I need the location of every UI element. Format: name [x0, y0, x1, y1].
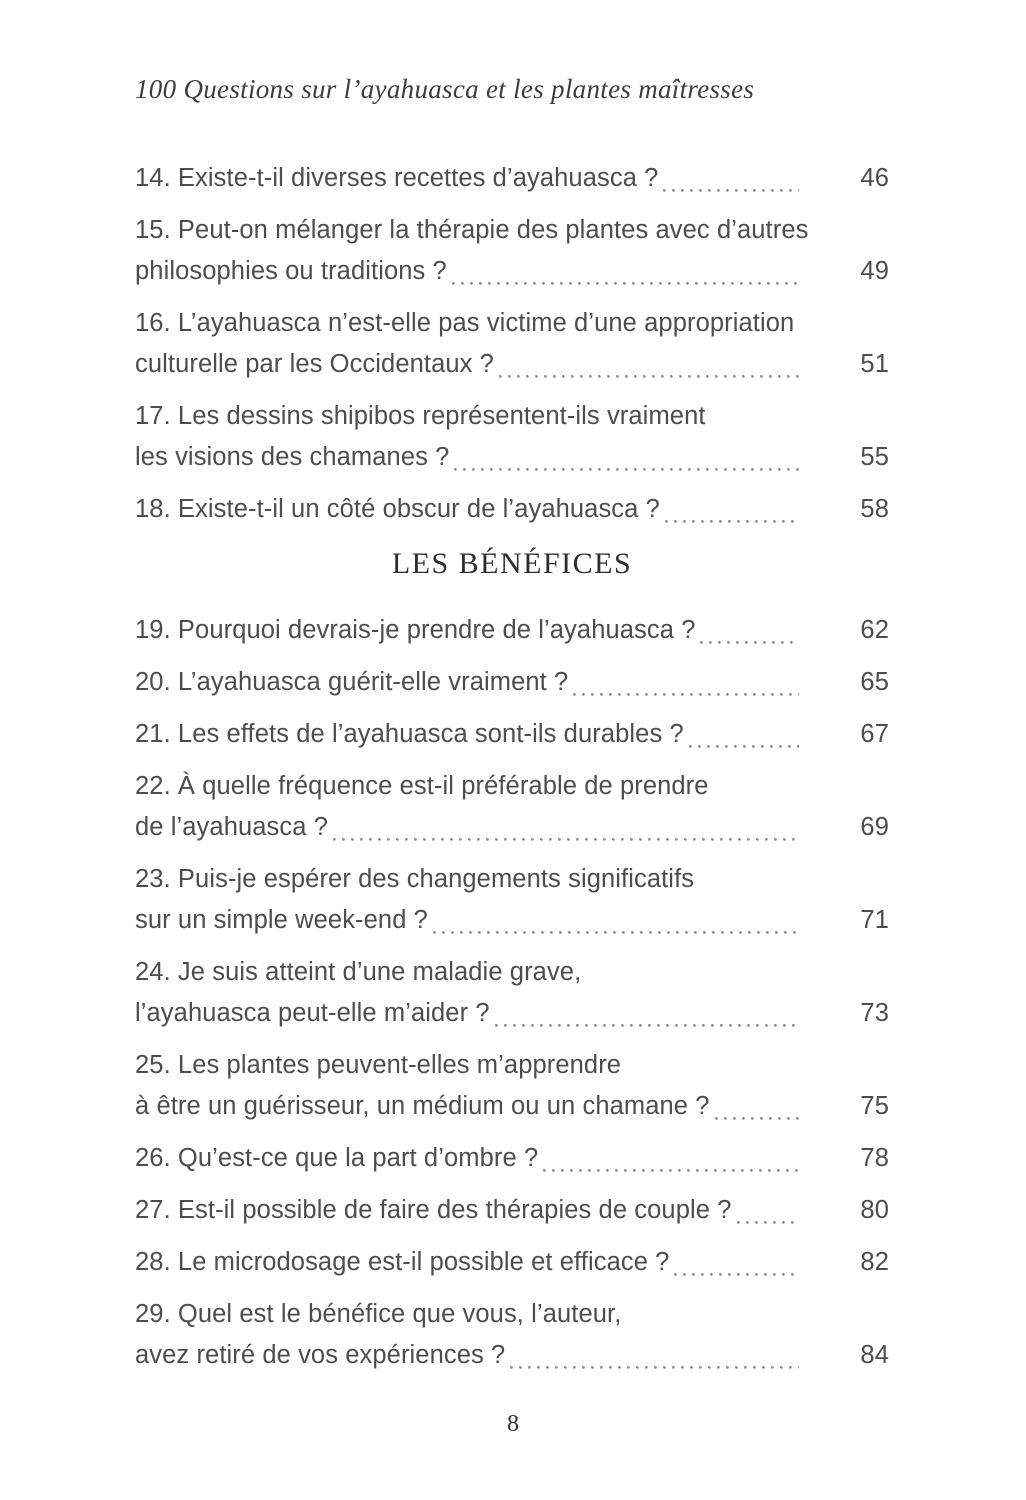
toc-entry-page-number: 80 — [860, 1196, 889, 1224]
dot-leader — [452, 282, 799, 285]
toc-entry-title: 23. Puis-je espérer des changements significatifs — [135, 865, 695, 893]
toc-entry — [135, 610, 889, 651]
toc-entry-line — [135, 1045, 889, 1086]
toc-entry-title: 22. À quelle fréquence est-il préférable de prendre — [135, 772, 709, 800]
toc-entry-page-number: 49 — [860, 257, 889, 285]
toc-entry-title: philosophies ou traditions ? — [135, 257, 447, 285]
toc-entry-page-number: 46 — [860, 164, 889, 192]
toc-entry-last-line — [135, 807, 889, 848]
toc-entry-title: 15. Peut-on mélanger la thérapie des plantes avec d’autres — [135, 216, 809, 244]
page-number: 8 — [507, 1411, 519, 1437]
toc-entry — [135, 1242, 889, 1283]
toc-entry-title: sur un simple week-end ? — [135, 906, 428, 934]
toc-entry-line — [135, 303, 889, 344]
toc-entry-title: 26. Qu’est-ce que la part d’ombre ? — [135, 1144, 539, 1172]
toc-entry — [135, 396, 889, 478]
toc-entry-line — [135, 859, 889, 900]
toc-entry-page-number: 62 — [860, 616, 889, 644]
toc-entry-last-line — [135, 1138, 889, 1179]
dot-leader — [499, 375, 799, 378]
toc-entry-line — [135, 766, 889, 807]
dot-leader — [495, 1024, 799, 1027]
toc-entry-page-number: 55 — [860, 443, 889, 471]
toc-entry-last-line — [135, 714, 889, 755]
dot-leader — [689, 745, 799, 748]
toc-entry-title: de l’ayahuasca ? — [135, 813, 328, 841]
toc-entry — [135, 210, 889, 292]
toc-entry — [135, 1138, 889, 1179]
toc-entry-title: 16. L’ayahuasca n’est-elle pas victime d’une appropriation — [135, 309, 795, 337]
toc-entry-title: 14. Existe-t-il diverses recettes d’ayahuasca ? — [135, 164, 659, 192]
toc-entry-title: 27. Est-il possible de faire des thérapies de couple ? — [135, 1196, 732, 1224]
toc-entry-page-number: 51 — [860, 350, 889, 378]
toc-entry-last-line — [135, 489, 889, 530]
toc-entry-page-number: 75 — [860, 1092, 889, 1120]
table-of-contents — [135, 158, 889, 1376]
toc-entry-last-line — [135, 993, 889, 1034]
dot-leader — [510, 1366, 799, 1369]
toc-entry-title: 24. Je suis atteint d’une maladie grave, — [135, 958, 582, 986]
dot-leader — [573, 693, 799, 696]
toc-entry-page-number: 82 — [860, 1248, 889, 1276]
toc-entry-last-line — [135, 344, 889, 385]
toc-entry-title: 21. Les effets de l’ayahuasca sont-ils durables ? — [135, 720, 684, 748]
dot-leader — [543, 1169, 799, 1172]
dot-leader — [454, 468, 799, 471]
toc-entry-title: 25. Les plantes peuvent-elles m’apprendre — [135, 1051, 622, 1079]
toc-entry-last-line — [135, 1190, 889, 1231]
toc-entry-title: à être un guérisseur, un médium ou un chamane ? — [135, 1092, 710, 1120]
toc-entry-page-number: 65 — [860, 668, 889, 696]
toc-entry-title: les visions des chamanes ? — [135, 443, 450, 471]
toc-entry-last-line — [135, 1242, 889, 1283]
dot-leader — [433, 931, 799, 934]
toc-entry-last-line — [135, 610, 889, 651]
dot-leader — [700, 641, 799, 644]
toc-entry — [135, 158, 889, 199]
toc-entry-title: 28. Le microdosage est-il possible et efficace ? — [135, 1248, 670, 1276]
toc-entry-page-number: 78 — [860, 1144, 889, 1172]
toc-entry-page-number: 71 — [860, 906, 889, 934]
toc-entry — [135, 714, 889, 755]
toc-entry-line — [135, 1294, 889, 1335]
toc-entry-title: 17. Les dessins shipibos représentent-ils vraiment — [135, 402, 706, 430]
toc-entry — [135, 952, 889, 1034]
toc-entry-last-line — [135, 662, 889, 703]
toc-entry-title: l’ayahuasca peut-elle m’aider ? — [135, 999, 490, 1027]
toc-entry-page-number: 84 — [860, 1341, 889, 1369]
toc-entry-title: 19. Pourquoi devrais-je prendre de l’ayahuasca ? — [135, 616, 696, 644]
toc-entry-page-number: 67 — [860, 720, 889, 748]
toc-entry — [135, 859, 889, 941]
toc-entry-title: 29. Quel est le bénéfice que vous, l’auteur, — [135, 1300, 622, 1328]
toc-entry — [135, 489, 889, 530]
toc-entry — [135, 662, 889, 703]
toc-entry-title: 18. Existe-t-il un côté obscur de l’ayahuasca ? — [135, 495, 660, 523]
toc-entry-last-line — [135, 158, 889, 199]
dot-leader — [737, 1221, 799, 1224]
toc-entry-title: avez retiré de vos expériences ? — [135, 1341, 506, 1369]
dot-leader — [333, 838, 799, 841]
toc-entry-title: culturelle par les Occidentaux ? — [135, 350, 494, 378]
toc-entries-part2 — [135, 610, 889, 1376]
toc-entry-title: 20. L’ayahuasca guérit-elle vraiment ? — [135, 668, 569, 696]
toc-entries-part1 — [135, 158, 889, 530]
toc-entry-page-number: 58 — [860, 495, 889, 523]
toc-entry-last-line — [135, 437, 889, 478]
running-header: 100 Questions sur l’ayahuasca et les plantes maîtresses — [135, 74, 755, 104]
toc-entry-page-number: 73 — [860, 999, 889, 1027]
toc-entry — [135, 766, 889, 848]
toc-entry — [135, 1294, 889, 1376]
dot-leader — [663, 189, 799, 192]
toc-entry-last-line — [135, 1335, 889, 1376]
toc-entry — [135, 1190, 889, 1231]
toc-entry-page-number: 69 — [860, 813, 889, 841]
toc-entry — [135, 1045, 889, 1127]
toc-entry — [135, 303, 889, 385]
toc-entry-line — [135, 396, 889, 437]
toc-entry-last-line — [135, 1086, 889, 1127]
dot-leader — [665, 520, 799, 523]
toc-entry-line — [135, 210, 889, 251]
toc-entry-last-line — [135, 251, 889, 292]
section-heading: LES BÉNÉFICES — [391, 547, 633, 580]
dot-leader — [715, 1117, 799, 1120]
toc-entry-last-line — [135, 900, 889, 941]
toc-entry-line — [135, 952, 889, 993]
dot-leader — [674, 1273, 799, 1276]
